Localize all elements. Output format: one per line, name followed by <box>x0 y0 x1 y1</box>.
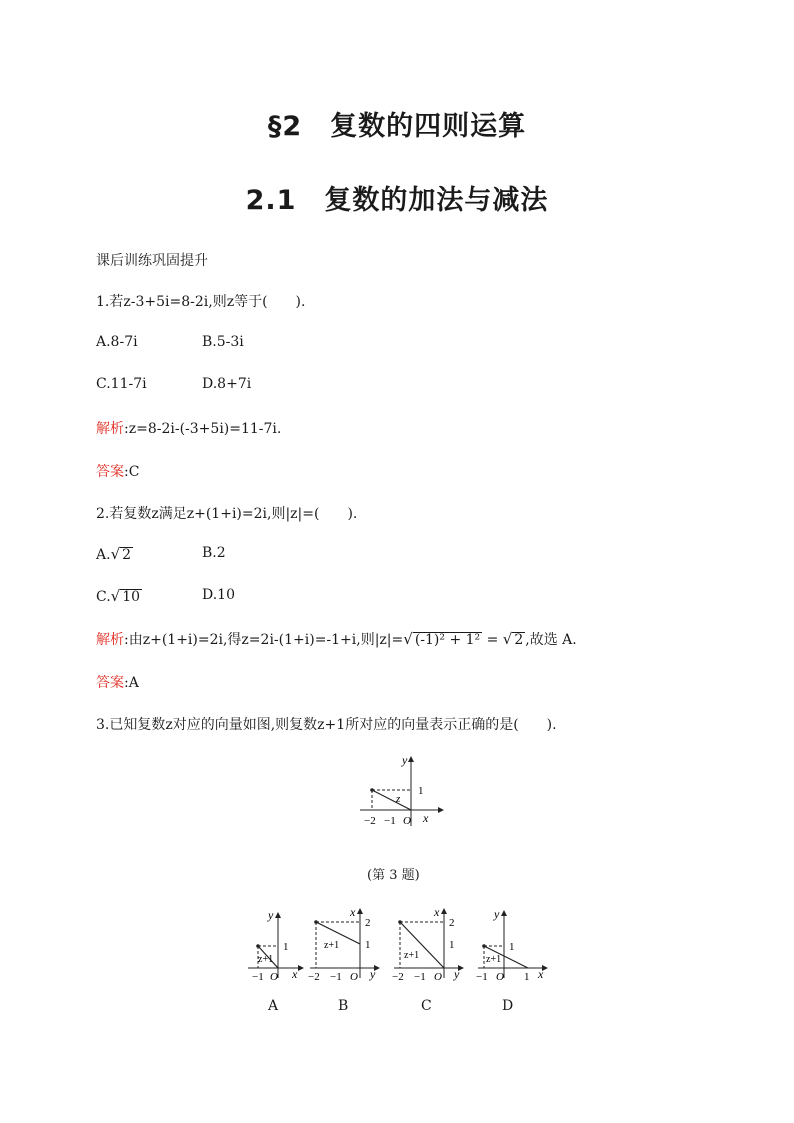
label-two: 2 <box>365 917 371 929</box>
label-neg1: −1 <box>384 815 396 827</box>
radicand: 10 <box>122 589 141 605</box>
q1-option-a: A.8-7i <box>96 334 138 350</box>
q2-option-d: D.10 <box>202 587 235 603</box>
label-one: 1 <box>418 785 424 797</box>
option-b-label: B <box>338 998 349 1014</box>
q2-stem: 2.若复数z满足z+(1+i)=2i,则|z|=( ). <box>96 506 358 522</box>
label-x: x <box>292 967 298 981</box>
label-y: y <box>268 908 274 922</box>
answer-text: :A <box>124 675 139 691</box>
label-x: x <box>538 967 544 981</box>
label-vec: z+1 <box>324 940 340 951</box>
label-one-y: 1 <box>509 941 515 953</box>
label-x: y <box>370 967 376 981</box>
y-arrow-icon <box>357 908 363 914</box>
label-y: y <box>402 753 408 767</box>
label-one: 1 <box>449 939 455 951</box>
vector-point <box>370 788 374 792</box>
x-arrow-icon <box>298 965 304 971</box>
analysis-label: 解析 <box>96 421 124 437</box>
label-z: z <box>396 793 401 805</box>
vector-z <box>372 790 411 810</box>
q1-option-b: B.5-3i <box>202 334 244 350</box>
label-neg1: −1 <box>414 971 426 983</box>
label-y: x <box>434 906 440 919</box>
option-c-label: C <box>421 998 432 1014</box>
label-neg1: −1 <box>476 971 488 983</box>
answer-label: 答案 <box>96 464 124 480</box>
q1-answer <box>96 461 139 481</box>
label-neg2: −2 <box>308 971 320 983</box>
label-vec: z+1 <box>404 950 420 961</box>
y-arrow-icon <box>501 910 507 916</box>
label-origin: O <box>496 971 504 983</box>
label-origin: O <box>434 971 442 983</box>
q3-stem: 3.已知复数z对应的向量如图,则复数z+1所对应的向量表示正确的是( ). <box>96 717 557 733</box>
intro-label: 课后训练巩固提升 <box>96 253 208 269</box>
vector-point <box>314 920 318 924</box>
label-origin: O <box>270 971 278 983</box>
q2-option-c <box>96 587 142 605</box>
figure-caption: (第 3 题) <box>367 868 420 883</box>
q3-option-d-figure <box>474 906 550 984</box>
q1-option-d: D.8+7i <box>202 376 252 392</box>
label-neg2: −2 <box>364 815 376 827</box>
label-one-x: 1 <box>524 971 530 983</box>
q1-option-c: C.11-7i <box>96 376 147 392</box>
label-x: x <box>423 811 429 825</box>
analysis-tail: ,故选 A. <box>525 632 577 648</box>
y-arrow-icon <box>275 912 281 918</box>
q3-option-b-figure <box>306 906 382 984</box>
q3-option-c-figure <box>390 906 466 984</box>
analysis-text: :由z+(1+i)=2i,得z=2i-(1+i)=-1+i,则|z|= <box>124 632 404 648</box>
label-neg2: −2 <box>392 971 404 983</box>
label-origin: O <box>350 971 358 983</box>
q3-option-a-figure <box>244 906 306 984</box>
label-two: 2 <box>449 917 455 929</box>
section-title: §2 复数的四则运算 <box>267 111 527 142</box>
option-a-label: A <box>268 998 279 1014</box>
analysis-text: :z=8-2i-(-3+5i)=11-7i. <box>124 421 282 437</box>
vector-point <box>398 920 402 924</box>
vector-point <box>256 944 260 948</box>
label-x: y <box>454 967 460 981</box>
option-d-label: D <box>502 998 514 1014</box>
answer-label: 答案 <box>96 675 124 691</box>
option-prefix: A. <box>96 547 111 563</box>
vector-point <box>482 944 486 948</box>
answer-text: :C <box>124 464 140 480</box>
label-origin: O <box>403 815 411 827</box>
label-vec: z+1 <box>258 954 274 965</box>
radicand: (-1)² + 1² <box>414 632 481 648</box>
y-arrow-icon <box>441 908 447 914</box>
sqrt-icon: √ <box>110 587 121 605</box>
q1-stem: 1.若z-3+5i=8-2i,则z等于( ). <box>96 294 306 310</box>
sqrt-icon: √ <box>502 630 513 648</box>
q1-analysis <box>96 418 281 438</box>
q2-option-b: B.2 <box>202 545 226 561</box>
equals: = <box>482 632 503 648</box>
x-arrow-icon <box>438 807 444 813</box>
label-one: 1 <box>365 939 371 951</box>
label-neg1: −1 <box>252 971 264 983</box>
subsection-title: 2.1 复数的加法与减法 <box>245 185 549 216</box>
q3-main-figure <box>356 752 446 832</box>
radicand: 2 <box>514 632 524 648</box>
vector-z-plus-1 <box>400 922 444 968</box>
label-vec: z+1 <box>486 954 502 965</box>
label-neg1: −1 <box>330 971 342 983</box>
label-y: y <box>494 907 500 921</box>
radicand: 2 <box>122 547 132 563</box>
option-prefix: C. <box>96 589 111 605</box>
label-one: 1 <box>283 941 289 953</box>
q2-option-a <box>96 545 133 563</box>
analysis-label: 解析 <box>96 632 124 648</box>
q2-answer <box>96 672 139 692</box>
sqrt-icon: √ <box>403 630 413 648</box>
q2-analysis <box>96 629 577 649</box>
y-arrow-icon <box>408 756 414 762</box>
sqrt-icon: √ <box>110 545 121 563</box>
label-y: x <box>350 906 356 919</box>
